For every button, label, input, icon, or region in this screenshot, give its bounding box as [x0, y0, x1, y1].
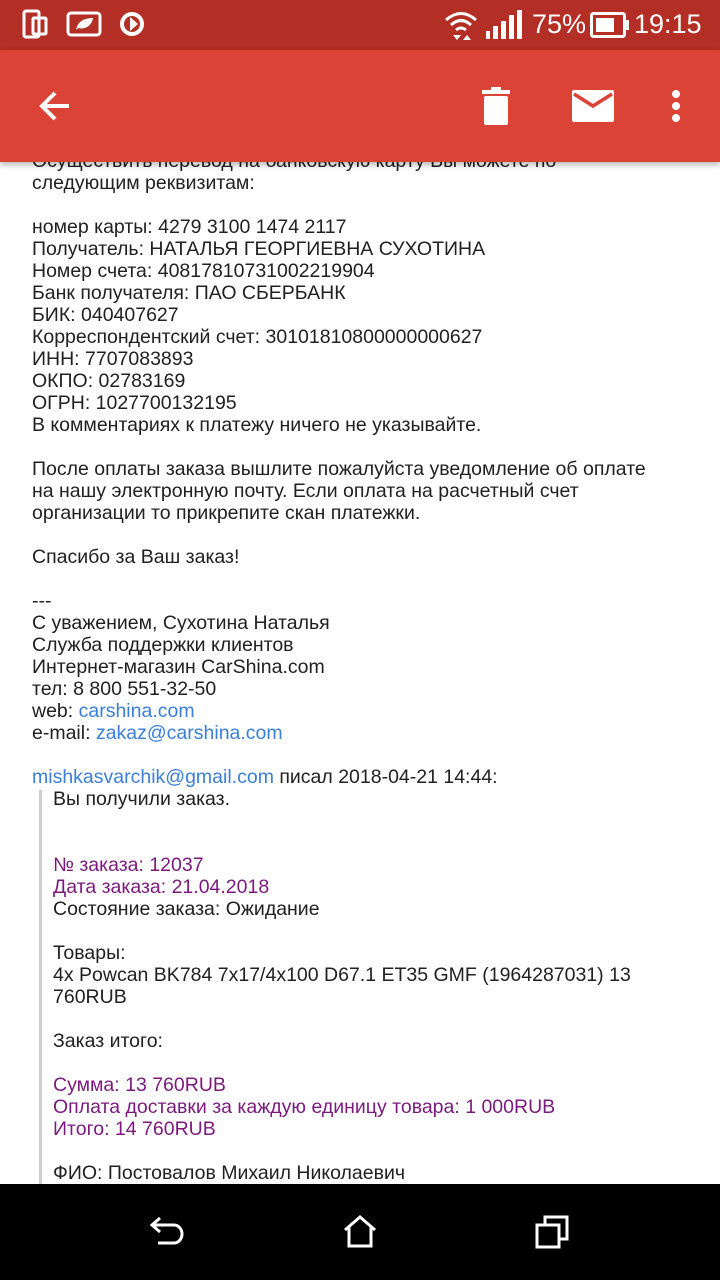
more-options-button[interactable]: [656, 50, 696, 162]
nav-recents-icon: [534, 1214, 570, 1250]
recipient-bank: Банк получателя: ПАО СБЕРБАНК: [32, 282, 346, 304]
order-sum: Сумма: 13 760RUB: [53, 1074, 226, 1096]
nav-home-icon: [342, 1215, 378, 1249]
text-line: на нашу электронную почту. Если оплата на расчетный счет: [32, 480, 579, 502]
text-line: После оплаты заказа вышлите пожалуйста уведомление об оплате: [32, 458, 646, 480]
inn: ИНН: 7707083893: [32, 348, 194, 370]
delete-button[interactable]: [466, 50, 526, 162]
signature-phone: тел: 8 800 551-32-50: [32, 678, 217, 700]
comment-note: В комментариях к платежу ничего не указывайте.: [32, 414, 482, 436]
quote-header: [32, 766, 498, 788]
recipient: Получатель: НАТАЛЬЯ ГЕОРГИЕВНА СУХОТИНА: [32, 238, 486, 260]
signature-web: [32, 700, 195, 722]
nav-recents-button[interactable]: [526, 1206, 578, 1258]
system-nav-bar: [0, 1184, 720, 1280]
nav-back-button[interactable]: [142, 1206, 194, 1258]
customer-name: ФИО: Постовалов Михаил Николаевич: [53, 1162, 406, 1184]
mail-icon: [572, 90, 614, 122]
goods-label: Товары:: [53, 942, 126, 964]
okpo: ОКПО: 02783169: [32, 370, 186, 392]
ogrn: ОГРН: 1027700132195: [32, 392, 237, 414]
corr-account: Корреспондентский счет: 30101810800000000627: [32, 326, 483, 348]
leaf-card-icon: [66, 9, 102, 44]
total-label: Заказ итого:: [53, 1030, 163, 1052]
goods-line: 4x Powcan BK784 7x17/4x100 D67.1 ET35 GMF (1964287031) 13: [53, 964, 631, 986]
signal-icon: [484, 9, 524, 46]
app-toolbar: [0, 50, 720, 162]
web-link[interactable]: carshina.com: [78, 700, 195, 722]
more-vert-icon: [671, 89, 681, 123]
wifi-icon: [444, 9, 478, 46]
clock: 19:15: [634, 9, 702, 39]
back-button[interactable]: [20, 50, 90, 162]
delivery-cost: Оплата доставки за каждую единицу товара: 1 000RUB: [53, 1096, 556, 1118]
nav-back-icon: [148, 1215, 188, 1249]
mark-unread-button[interactable]: [562, 50, 624, 162]
nav-home-button[interactable]: [334, 1206, 386, 1258]
arrow-back-icon: [37, 88, 73, 124]
signature-shop: Интернет-магазин CarShina.com: [32, 656, 325, 678]
email-body[interactable]: [0, 150, 720, 1184]
order-number: № заказа: 12037: [53, 854, 204, 876]
text-line: следующим реквизитам:: [32, 172, 255, 194]
account-number: Номер счета: 40817810731002219904: [32, 260, 375, 282]
order-state: Состояние заказа: Ожидание: [53, 898, 320, 920]
quote-author-link[interactable]: mishkasvarchik@gmail.com: [32, 766, 274, 788]
quote-bar: [39, 790, 42, 1184]
email-link[interactable]: zakaz@carshina.com: [95, 722, 283, 744]
signature-email: [32, 722, 283, 744]
grand-total: Итого: 14 760RUB: [53, 1118, 216, 1140]
quote-wrote: писал 2018-04-21 14:44:: [273, 766, 498, 788]
card-number: номер карты: 4279 3100 1474 2117: [32, 216, 347, 238]
sync-icon: [117, 9, 147, 44]
order-date: Дата заказа: 21.04.2018: [53, 876, 270, 898]
battery-icon: [590, 12, 630, 43]
signature-dept: Служба поддержки клиентов: [32, 634, 294, 656]
phone-tablet-icon: [22, 9, 50, 44]
signature-separator: ---: [32, 590, 52, 612]
bik: БИК: 040407627: [32, 304, 179, 326]
quote-received: Вы получили заказ.: [53, 788, 231, 810]
battery-percent: 75%: [532, 9, 587, 39]
goods-line: 760RUB: [53, 986, 127, 1008]
trash-icon: [481, 87, 511, 125]
web-label: web:: [32, 700, 79, 722]
text-line: организации то прикрепите скан платежки.: [32, 502, 421, 524]
email-label: e-mail:: [32, 722, 96, 744]
status-bar: [0, 0, 720, 50]
signature-regards: С уважением, Сухотина Наталья: [32, 612, 330, 634]
thanks-text: Спасибо за Ваш заказ!: [32, 546, 240, 568]
